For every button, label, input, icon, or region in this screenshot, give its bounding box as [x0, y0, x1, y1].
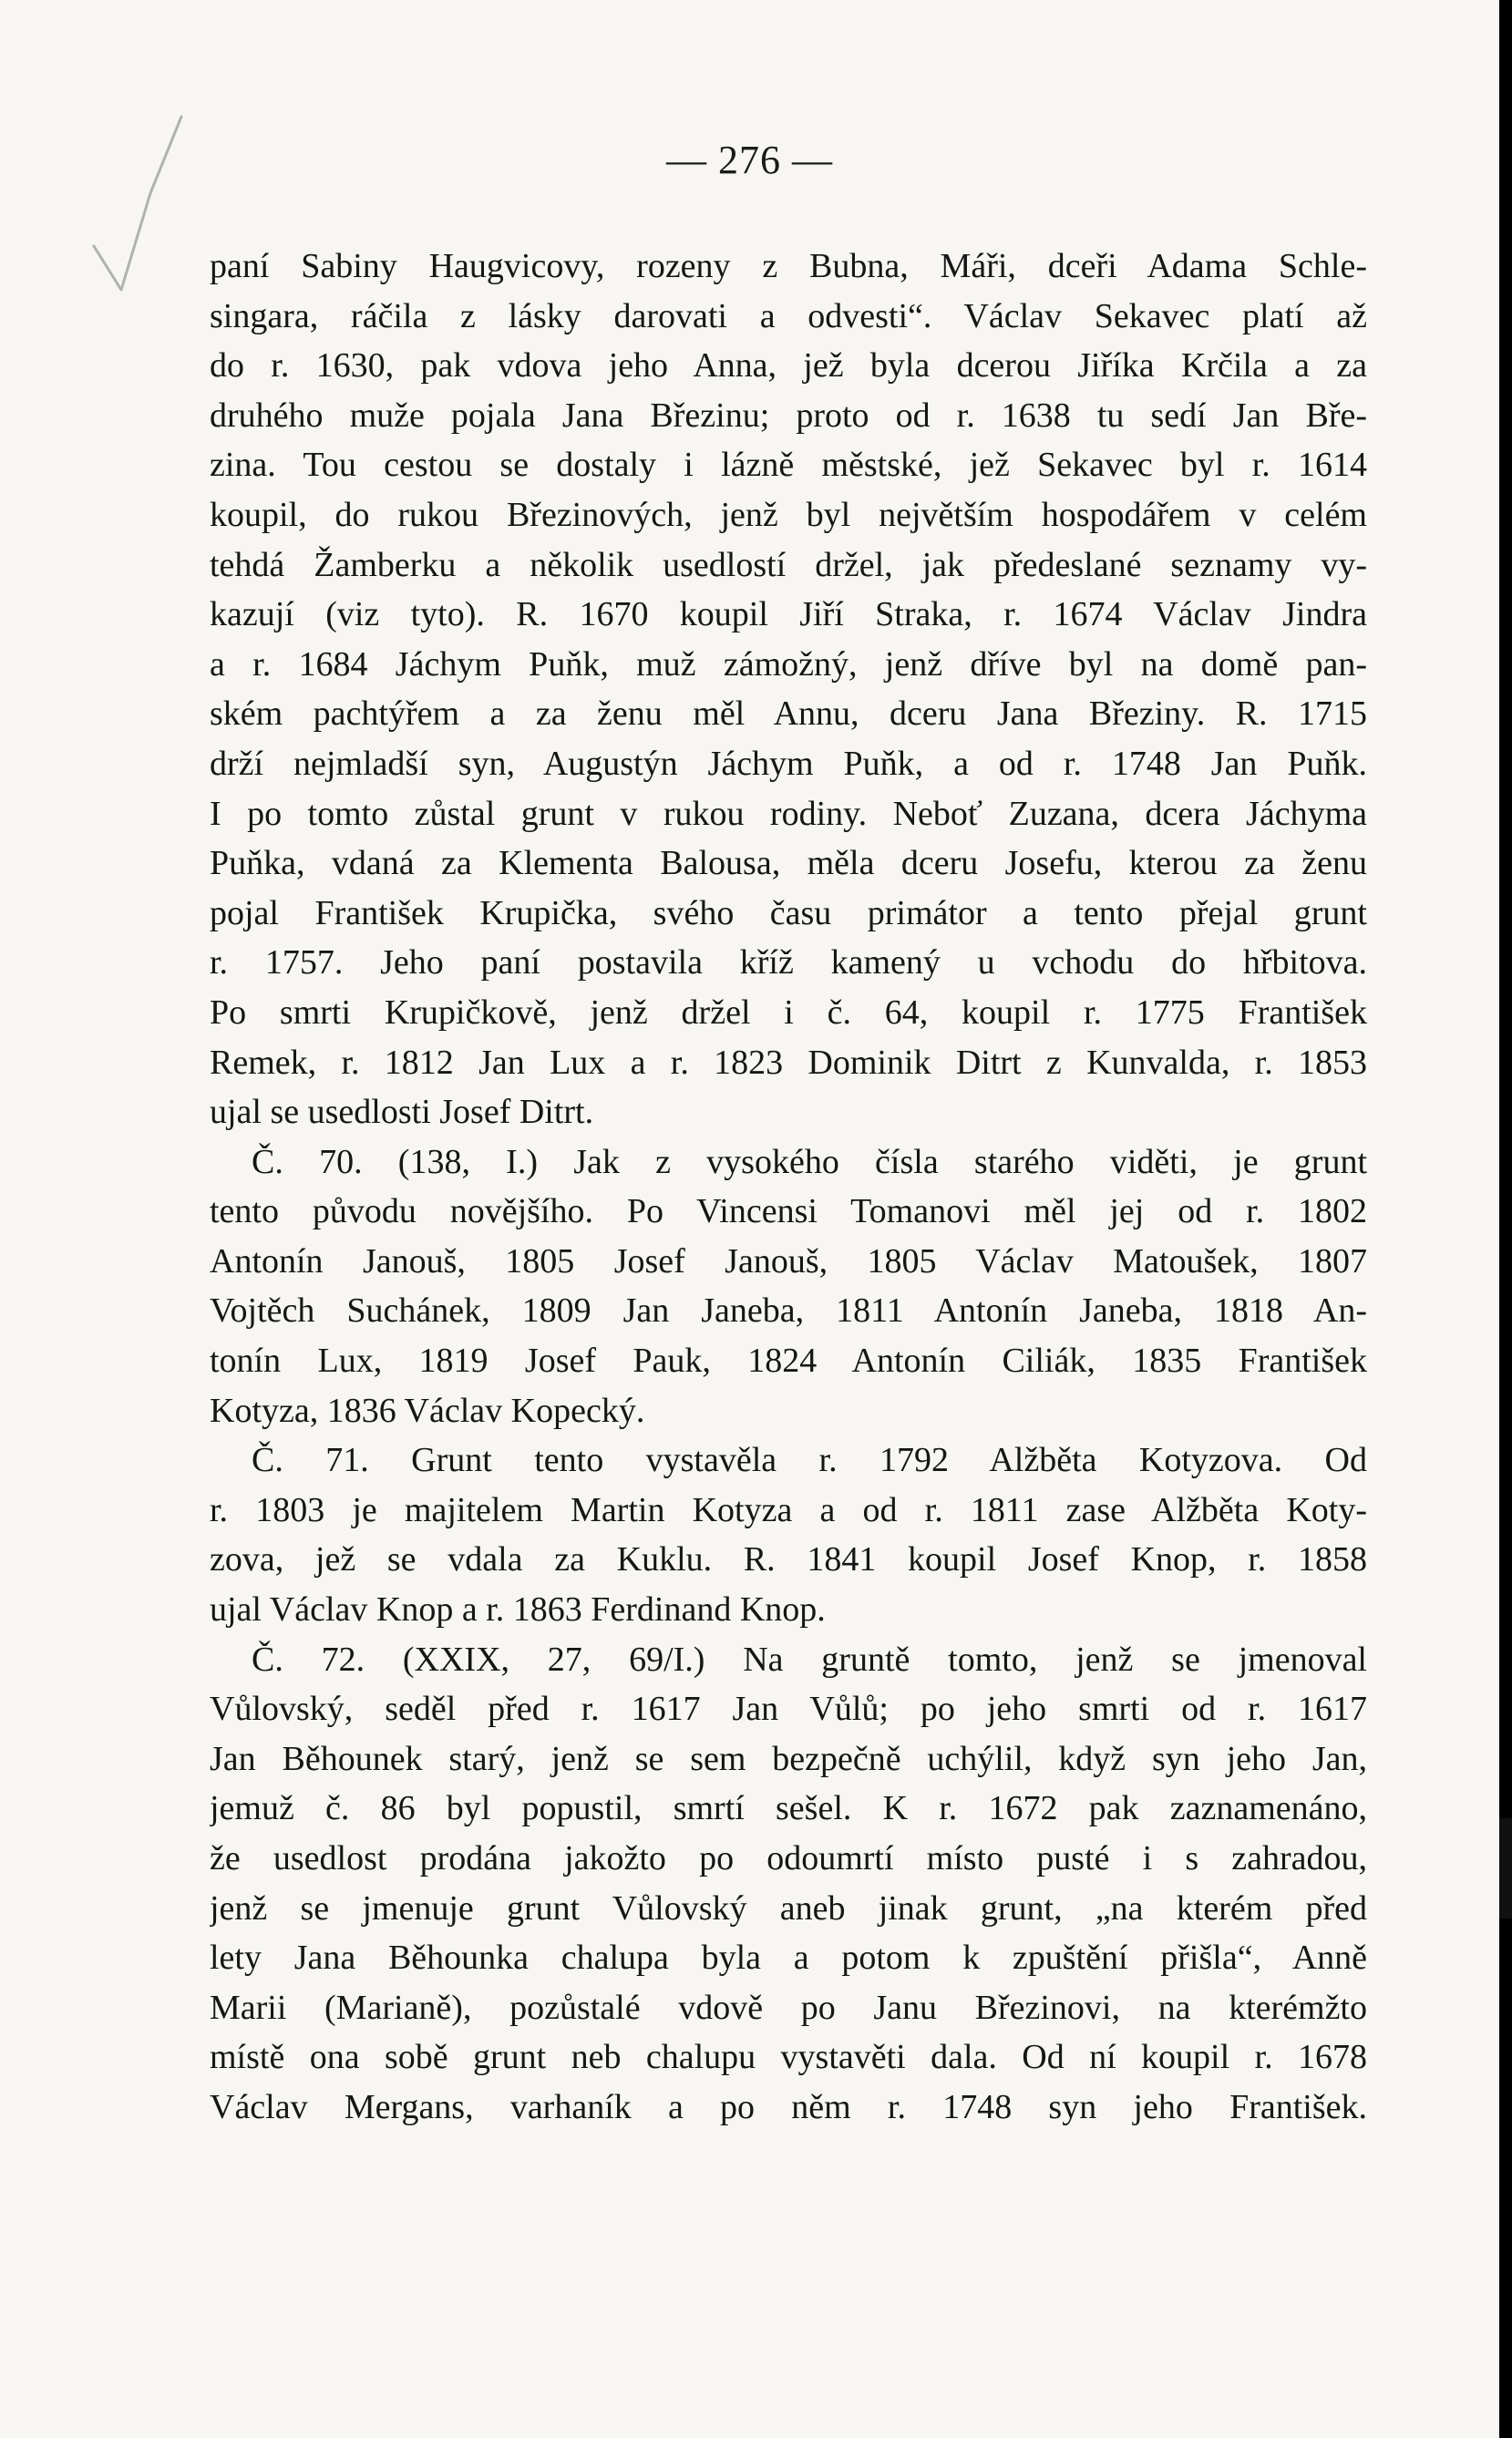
text-line: tento původu novějšího. Po Vincensi Tomanovi měl jej od r. 1802	[210, 1192, 1367, 1231]
text-line: tonín Lux, 1819 Josef Pauk, 1824 Antonín Ciliák, 1835 František	[210, 1342, 1367, 1381]
text-line: Václav Mergans, varhaník a po něm r. 1748 syn jeho František.	[210, 2087, 1367, 2126]
text-line: Po smrti Krupičkově, jenž držel i č. 64, koupil r. 1775 František	[210, 993, 1367, 1032]
text-line: r. 1757. Jeho paní postavila kříž kamený u vchodu do hřbitova.	[210, 943, 1367, 982]
paragraph-end-line: ujal Václav Knop a r. 1863 Ferdinand Knop.	[210, 1590, 826, 1630]
text-line: tehdá Žamberku a několik usedlostí držel, jak předeslané seznamy vy-	[210, 545, 1367, 584]
text-line: zina. Tou cestou se dostaly i lázně městské, jež Sekavec byl r. 1614	[210, 446, 1367, 485]
scan-edge-mark	[1499, 1818, 1512, 1919]
text-line: zova, jež se vdala za Kuklu. R. 1841 koupil Josef Knop, r. 1858	[210, 1540, 1367, 1579]
text-line: Jan Běhounek starý, jenž se sem bezpečně uchýlil, když syn jeho Jan,	[210, 1739, 1367, 1778]
text-line: kazují (viz tyto). R. 1670 koupil Jiří Straka, r. 1674 Václav Jindra	[210, 595, 1367, 634]
text-line: jenž se jmenuje grunt Vůlovský aneb jinak grunt, „na kterém před	[210, 1888, 1367, 1928]
text-body	[210, 242, 1367, 2133]
text-line: a r. 1684 Jáchym Puňk, muž zámožný, jenž dříve byl na domě pan-	[210, 644, 1367, 684]
text-line: Puňka, vdaná za Klementa Balousa, měla dceru Josefu, kterou za ženu	[210, 844, 1367, 883]
paragraph-start-line: Č. 72. (XXIX, 27, 69/I.) Na gruntě tomto, jenž se jmenoval	[252, 1640, 1367, 1679]
text-line: I po tomto zůstal grunt v rukou rodiny. Neboť Zuzana, dcera Jáchyma	[210, 794, 1367, 833]
text-line: do r. 1630, pak vdova jeho Anna, jež byla dcerou Jiříka Krčila a za	[210, 346, 1367, 386]
text-line: drží nejmladší syn, Augustýn Jáchym Puňk, a od r. 1748 Jan Puňk.	[210, 744, 1367, 783]
text-line: ském pachtýřem a za ženu měl Annu, dceru Jana Březiny. R. 1715	[210, 694, 1367, 734]
text-line: Vojtěch Suchánek, 1809 Jan Janeba, 1811 Antonín Janeba, 1818 An-	[210, 1291, 1367, 1331]
text-line: že usedlost prodána jakožto po odoumrtí místo pusté i s zahradou,	[210, 1839, 1367, 1877]
text-line: jemuž č. 86 byl popustil, smrtí sešel. K r. 1672 pak zaznamenáno,	[210, 1789, 1367, 1828]
paragraph-end-line: Kotyza, 1836 Václav Kopecký.	[210, 1391, 645, 1430]
text-line: místě ona sobě grunt neb chalupu vystavěti dala. Od ní koupil r. 1678	[210, 2038, 1367, 2077]
text-line: singara, ráčila z lásky darovati a odvesti“. Václav Sekavec platí až	[210, 296, 1367, 335]
text-line: druhého muže pojala Jana Březinu; proto od r. 1638 tu sedí Jan Bře-	[210, 396, 1367, 435]
page-number: — 276 —	[666, 138, 833, 182]
text-line: r. 1803 je majitelem Martin Kotyza a od r. 1811 zase Alžběta Koty-	[210, 1490, 1367, 1529]
paragraph-end-line: ujal se usedlosti Josef Ditrt.	[210, 1093, 594, 1132]
text-line: lety Jana Běhounka chalupa byla a potom k zpuštění přišla“, Anně	[210, 1939, 1367, 1978]
paragraph-start-line: Č. 71. Grunt tento vystavěla r. 1792 Alžběta Kotyzova. Od	[252, 1441, 1367, 1480]
text-line: pojal František Krupička, svého času primátor a tento přejal grunt	[210, 893, 1367, 932]
text-line: paní Sabiny Haugvicovy, rozeny z Bubna, Máři, dceři Adama Schle-	[210, 247, 1367, 285]
paragraph-start-line: Č. 70. (138, I.) Jak z vysokého čísla starého viděti, je grunt	[252, 1142, 1367, 1181]
text-line: koupil, do rukou Březinových, jenž byl největším hospodářem v celém	[210, 495, 1367, 534]
text-line: Marii (Marianě), pozůstalé vdově po Janu Březinovi, na kterémžto	[210, 1988, 1367, 2027]
text-line: Antonín Janouš, 1805 Josef Janouš, 1805 Václav Matoušek, 1807	[210, 1241, 1367, 1281]
text-line: Remek, r. 1812 Jan Lux a r. 1823 Dominik Ditrt z Kunvalda, r. 1853	[210, 1043, 1367, 1082]
text-line: Vůlovský, seděl před r. 1617 Jan Vůlů; po jeho smrti od r. 1617	[210, 1690, 1367, 1729]
